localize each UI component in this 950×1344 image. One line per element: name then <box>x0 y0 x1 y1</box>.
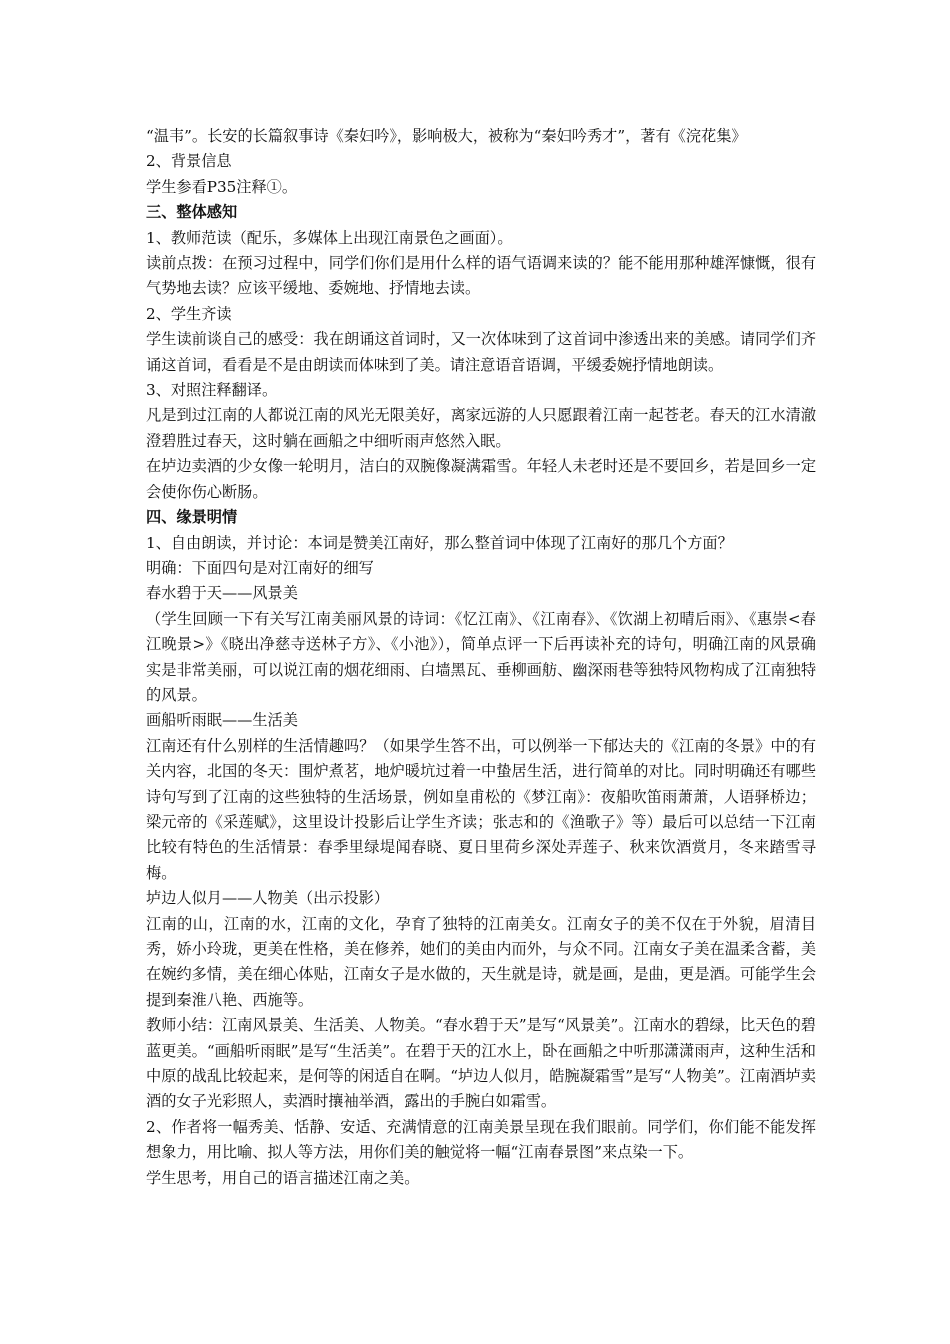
paragraph: 学生读前谈自己的感受：我在朗诵这首词时，又一次体味到了这首词中渗透出来的美感。请同学们齐诵这首词，看看是不是由朗读而体味到了美。请注意语音语调，平缓委婉抒情地朗读。 <box>146 330 816 374</box>
paragraph: 江南的山，江南的水，江南的文化，孕育了独特的江南美女。江南女子的美不仅在于外貌，眉清目秀，娇小玲珑，更美在性格，美在修养，她们的美由内而外，与众不同。江南女子美在温柔含蓄，美在婉约多情，美在细心体贴，江南女子是水做的，天生就是诗，就是画，是曲，更是酒。可能学生会提到秦淮八艳、西施等。 <box>146 914 816 1009</box>
paragraph: 凡是到过江南的人都说江南的风光无限美好，离家远游的人只愿跟着江南一起苍老。春天的江水清澈澄碧胜过春天，这时躺在画船之中细听雨声悠然入眠。 <box>146 406 816 450</box>
document-body <box>146 124 816 1191</box>
paragraph: 3、对照注释翻译。 <box>146 381 278 400</box>
paragraph: 春水碧于天——风景美 <box>146 584 298 603</box>
paragraph: （学生回顾一下有关写江南美丽风景的诗词：《忆江南》、《江南春》、《饮湖上初晴后雨》、《惠崇<春江晚景>》《晓出净慈寺送林子方》、《小池》），简单点评一下后再读补充的诗句，明确江南的风景确实是非常美丽，可以说江南的烟花细雨、白墙黑瓦、垂柳画舫、幽深雨巷等独特风物构成了江南独特的风景。 <box>146 609 816 704</box>
paragraph: 垆边人似月——人物美（出示投影） <box>146 889 389 908</box>
paragraph: 2、学生齐读 <box>146 304 232 323</box>
paragraph: “温韦”。长安的长篇叙事诗《秦妇吟》，影响极大，被称为“秦妇吟秀才”，著有《浣花集》 <box>146 127 747 145</box>
paragraph: 1、教师范读（配乐，多媒体上出现江南景色之画面）。 <box>146 228 513 247</box>
paragraph: 教师小结：江南风景美、生活美、人物美。“春水碧于天”是写“风景美”。江南水的碧绿，比天色的碧蓝更美。“画船听雨眠”是写“生活美”。在碧于天的江水上，卧在画船之中听那潇潇雨声，这种生活和中原的战乱比较起来，是何等的闲适自在啊。“垆边人似月，皓腕凝霜雪”是写“人物美”。江南酒垆卖酒的女子光彩照人，卖酒时攘袖举酒，露出的手腕白如霜雪。 <box>146 1016 816 1111</box>
paragraph: 江南还有什么别样的生活情趣吗？（如果学生答不出，可以例举一下郁达夫的《江南的冬景》中的有关内容，北国的冬天：围炉煮茗，地炉暖坑过着一中蛰居生活，进行简单的对比。同时明确还有哪些诗句写到了江南的这些独特的生活场景，例如皇甫松的《梦江南》：夜船吹笛雨萧萧，人语驿桥边；梁元帝的《采莲赋》，这里设计投影后让学生齐读；张志和的《渔歌子》等）最后可以总结一下江南比较有特色的生活情景：春季里绿堤闻春晓、夏日里荷乡深处弄莲子、秋来饮酒赏月，冬来踏雪寻梅。 <box>146 736 816 882</box>
paragraph: 画船听雨眠——生活美 <box>146 711 298 730</box>
paragraph: 1、自由朗读，并讨论：本词是赞美江南好，那么整首词中体现了江南好的那几个方面？ <box>146 533 733 552</box>
section-heading: 四、缘景明情 <box>146 508 238 527</box>
paragraph: 学生参看P35注释①。 <box>146 177 298 196</box>
paragraph: 在垆边卖酒的少女像一轮明月，洁白的双腕像凝满霜雪。年轻人未老时还是不要回乡，若是回乡一定会使你伤心断肠。 <box>146 457 816 501</box>
paragraph: 明确：下面四句是对江南好的细写 <box>146 558 374 577</box>
paragraph: 2、作者将一幅秀美、恬静、安适、充满情意的江南美景呈现在我们眼前。同学们，你们能不能发挥想象力，用比喻、拟人等方法，用你们美的触觉将一幅“江南春景图”来点染一下。 <box>146 1117 816 1162</box>
paragraph: 2、背景信息 <box>146 152 232 171</box>
paragraph: 读前点拨：在预习过程中，同学们你们是用什么样的语气语调来读的？能不能用那种雄浑慷慨，很有气势地去读？应该平缓地、委婉地、抒情地去读。 <box>146 254 816 298</box>
paragraph: 学生思考，用自己的语言描述江南之美。 <box>146 1168 420 1187</box>
section-heading: 三、整体感知 <box>146 203 238 222</box>
